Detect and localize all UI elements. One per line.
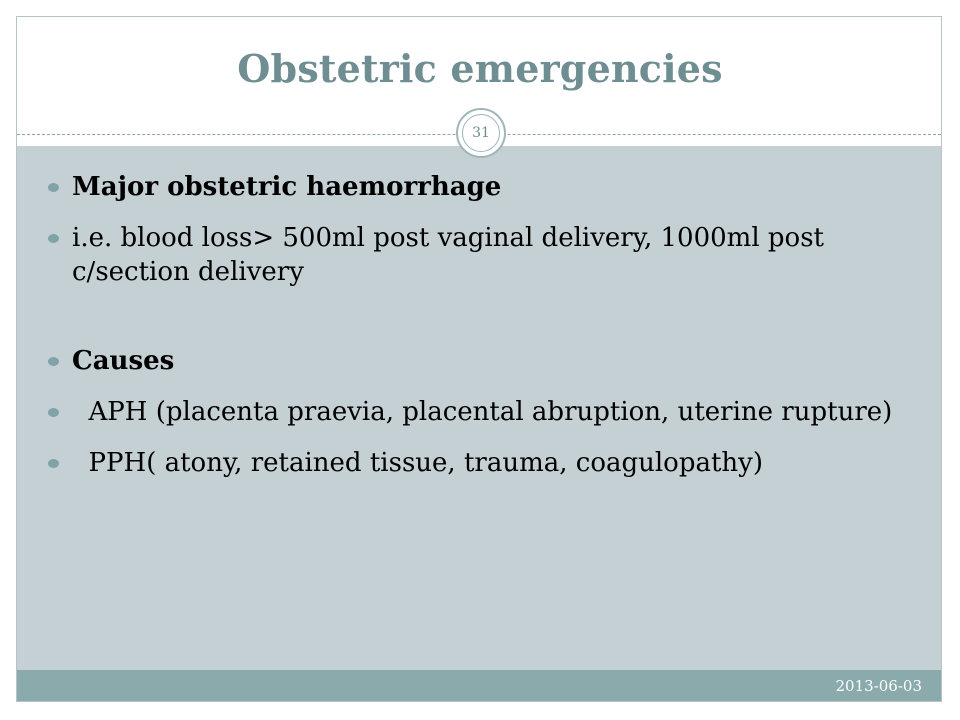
footer-date: 2013-06-03 — [835, 677, 922, 695]
slide-number-badge — [456, 108, 506, 158]
bullet-item — [48, 221, 928, 289]
bullet-item — [48, 170, 928, 204]
bullet-item — [48, 446, 928, 480]
bullet-dot-icon — [48, 459, 59, 468]
slide-title: Obstetric emergencies — [237, 46, 723, 91]
bullet-dot-icon — [48, 357, 59, 366]
slide-number: 31 — [472, 125, 490, 141]
bullet-item — [48, 395, 928, 429]
bullet-dot-icon — [48, 408, 59, 417]
bullet-text: APH (placenta praevia, placental abruption, uterine rupture) — [72, 397, 893, 427]
bullet-text: i.e. blood loss> 500ml post vaginal delivery, 1000ml post c/section delivery — [72, 223, 824, 287]
bullet-list — [48, 170, 928, 480]
bullet-text: Major obstetric haemorrhage — [72, 172, 502, 202]
bullet-dot-icon — [48, 183, 59, 192]
bullet-text: PPH( atony, retained tissue, trauma, coagulopathy) — [72, 448, 763, 478]
bullet-text: Causes — [72, 346, 175, 376]
footer-band — [17, 670, 941, 701]
bullet-dot-icon — [48, 234, 59, 243]
bullet-item — [48, 344, 928, 378]
